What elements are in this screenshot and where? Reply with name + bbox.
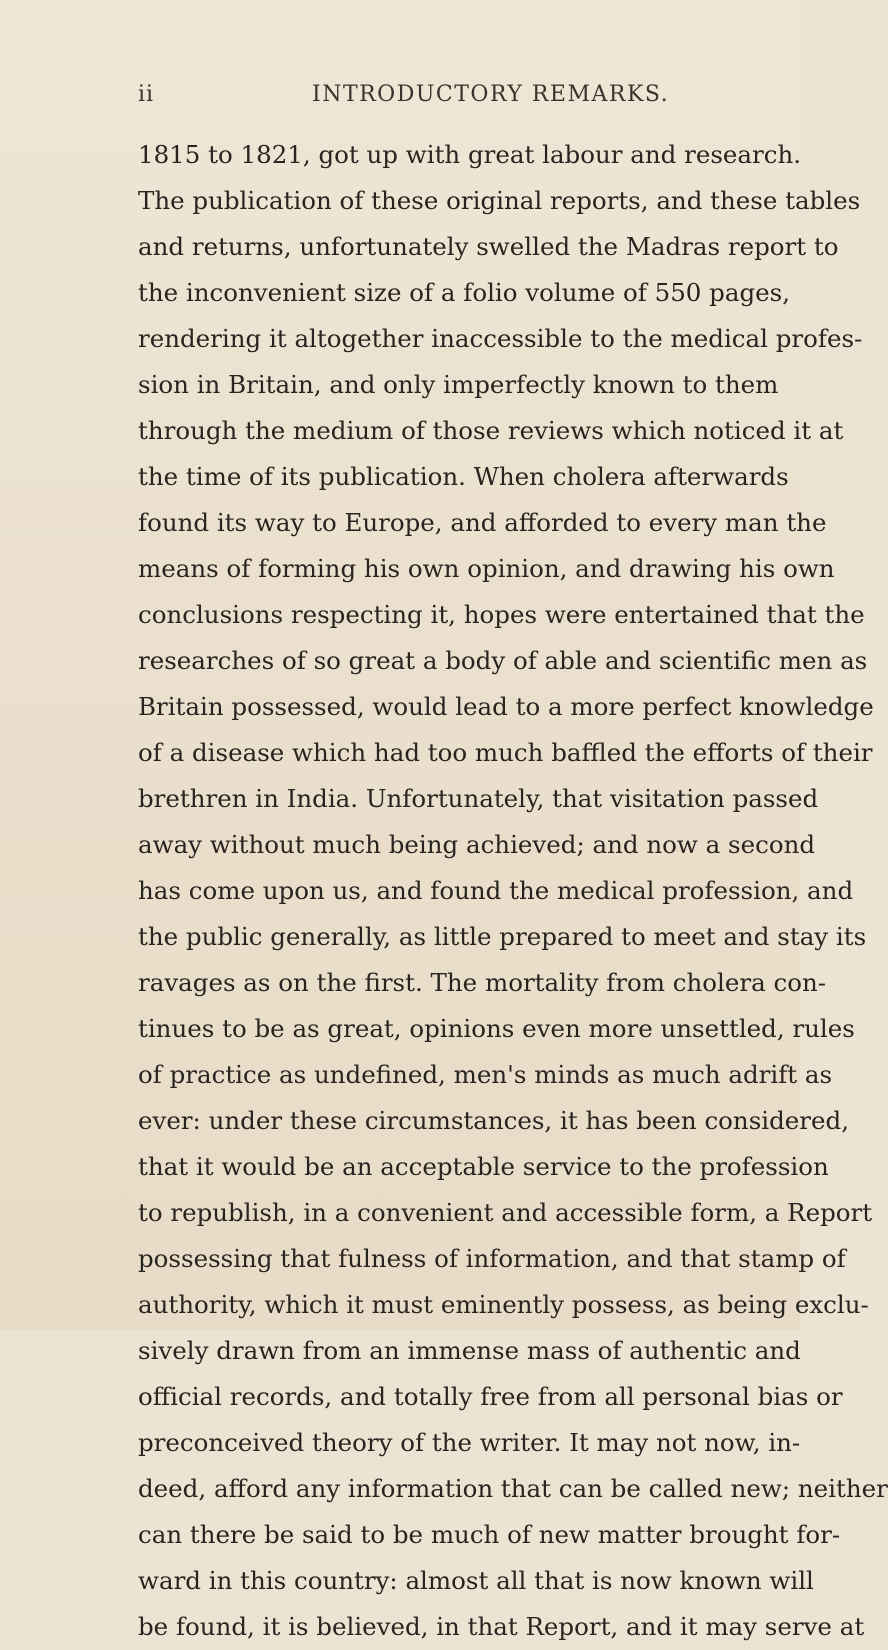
text-line: through the medium of those reviews which noticed it at <box>138 416 844 445</box>
text-line: preconceived theory of the writer. It may not now, in- <box>138 1428 801 1457</box>
text-line: the time of its publication. When cholera afterwards <box>138 462 789 491</box>
text-line: possessing that fulness of information, and that stamp of <box>138 1244 846 1273</box>
text-line: 1815 to 1821, got up with great labour and research. <box>138 140 802 169</box>
text-line: to republish, in a convenient and accessible form, a Report <box>138 1198 873 1227</box>
page-number: ii <box>138 82 155 107</box>
text-line: official records, and totally free from all personal bias or <box>138 1382 843 1411</box>
text-line: means of forming his own opinion, and drawing his own <box>138 554 835 583</box>
running-title: INTRODUCTORY REMARKS. <box>312 82 670 107</box>
text-line: authority, which it must eminently possess, as being exclu- <box>138 1290 869 1319</box>
text-line: away without much being achieved; and now a second <box>138 830 816 859</box>
text-line: be found, it is believed, in that Report, and it may serve at <box>138 1612 865 1641</box>
text-line: that it would be an acceptable service to the profession <box>138 1152 829 1181</box>
text-line: ward in this country: almost all that is now known will <box>138 1566 814 1595</box>
text-line: the public generally, as little prepared to meet and stay its <box>138 922 867 951</box>
page-header <box>138 82 778 122</box>
text-line: rendering it altogether inaccessible to the medical profes- <box>138 324 863 353</box>
text-line: and returns, unfortunately swelled the Madras report to <box>138 232 839 261</box>
body-text <box>138 132 888 1650</box>
text-line: Britain possessed, would lead to a more perfect knowledge <box>138 692 874 721</box>
text-line: has come upon us, and found the medical profession, and <box>138 876 854 905</box>
text-line: tinues to be as great, opinions even more unsettled, rules <box>138 1014 855 1043</box>
text-line: can there be said to be much of new matter brought for- <box>138 1520 841 1549</box>
text-line: found its way to Europe, and afforded to every man the <box>138 508 827 537</box>
text-line: brethren in India. Unfortunately, that visitation passed <box>138 784 819 813</box>
text-line: of a disease which had too much baffled the efforts of their <box>138 738 873 767</box>
text-line: The publication of these original reports, and these tables <box>138 186 861 215</box>
text-line: sion in Britain, and only imperfectly known to them <box>138 370 779 399</box>
text-line: ravages as on the first. The mortality from cholera con- <box>138 968 827 997</box>
text-line: of practice as undefined, men's minds as much adrift as <box>138 1060 833 1089</box>
text-line: deed, afford any information that can be called new; neither <box>138 1474 888 1503</box>
text-line: researches of so great a body of able and scientific men as <box>138 646 868 675</box>
text-line: the inconvenient size of a folio volume of 550 pages, <box>138 278 790 307</box>
text-line: sively drawn from an immense mass of authentic and <box>138 1336 801 1365</box>
text-line: conclusions respecting it, hopes were entertained that the <box>138 600 865 629</box>
text-line: ever: under these circumstances, it has been considered, <box>138 1106 849 1135</box>
